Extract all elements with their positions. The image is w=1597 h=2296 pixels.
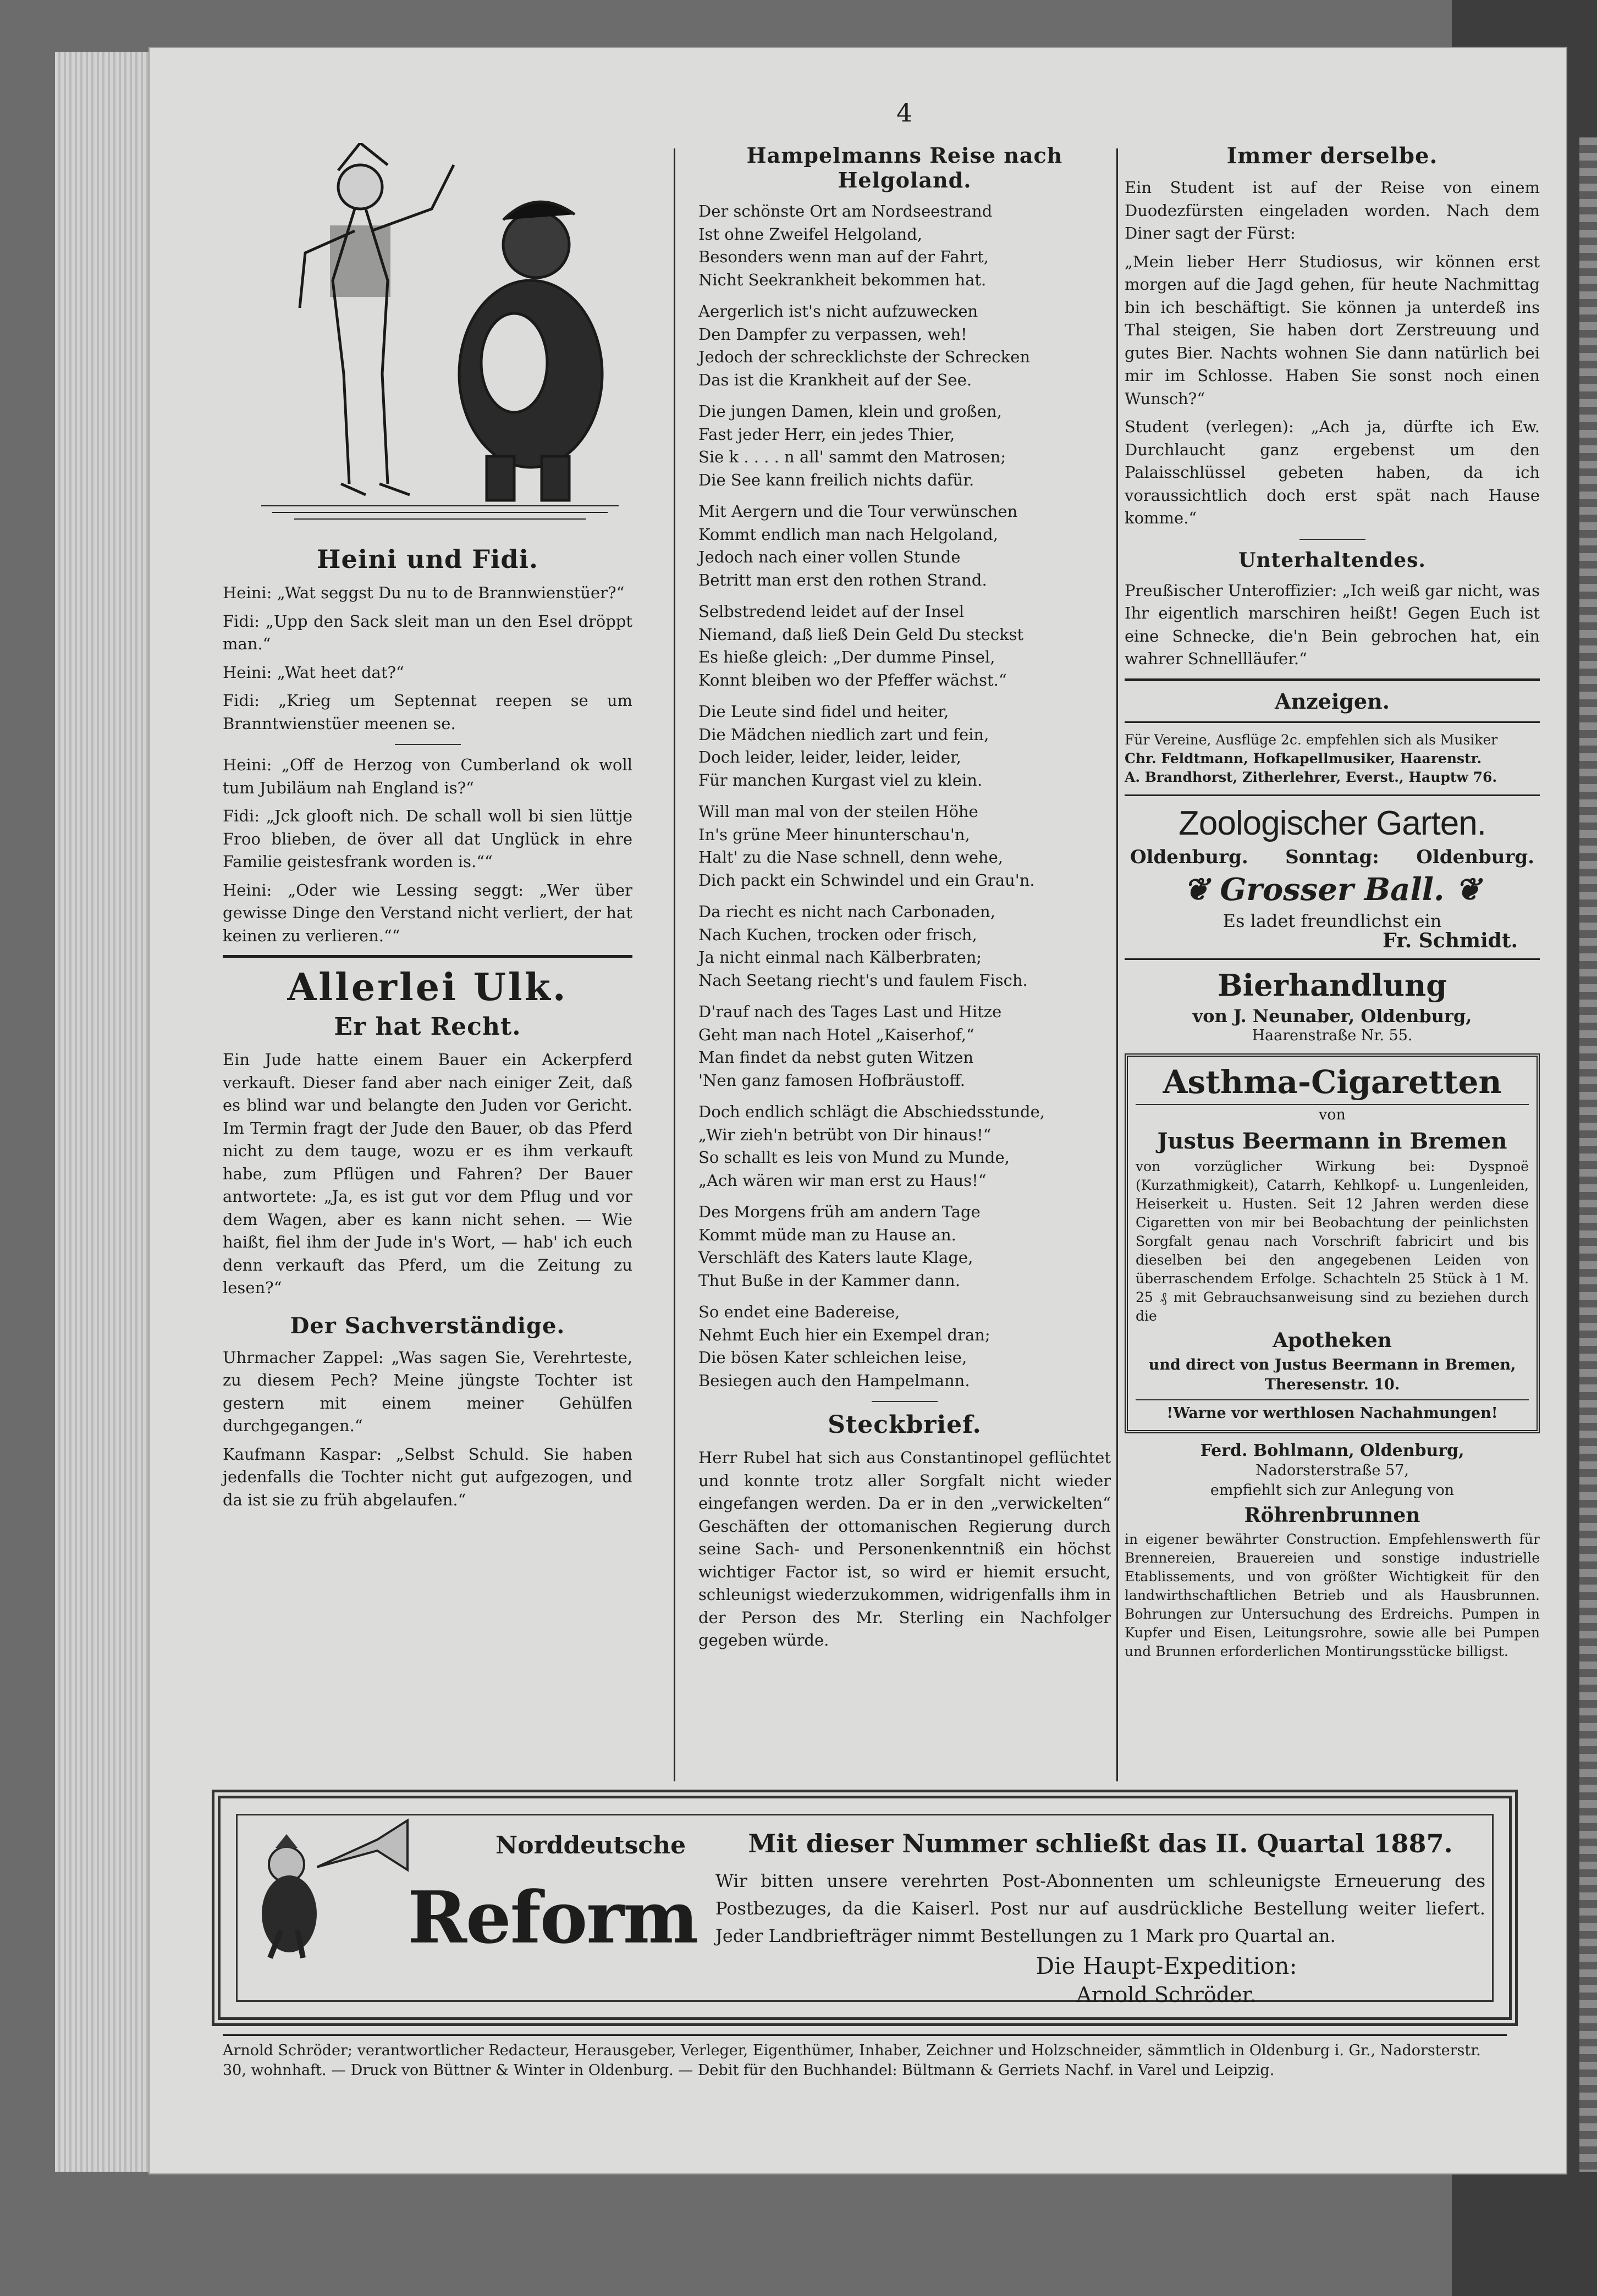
logo-main: Reform [407, 1875, 698, 1960]
banner-sign-1: Die Haupt-Expedition: [1036, 1952, 1297, 1979]
dialogue-line: Fidi: „Krieg um Septennat reepen se um Branntwienstüer meenen se. [223, 691, 632, 733]
poem-line: Die jungen Damen, klein und großen, [698, 402, 1002, 421]
poem-line: Der schönste Ort am Nordseestrand [698, 202, 993, 220]
ad-line: Für Vereine, Ausflüge 2c. empfehlen sich als Musiker [1125, 731, 1498, 748]
poem-line: Ja nicht einmal nach Kälberbraten; [698, 948, 982, 967]
section-divider [1299, 539, 1365, 540]
vereine-ad [1125, 731, 1540, 787]
anzeigen-title: Anzeigen. [1275, 688, 1390, 714]
column-rule-2 [1116, 148, 1118, 1781]
poem-line: D'rauf nach des Tages Last und Hitze [698, 1002, 1002, 1021]
dialogue-line: Heini: „Wat seggst Du nu to de Brannwienstüer?“ [223, 583, 625, 602]
immer-derselbe-title: Immer derselbe. [1226, 143, 1438, 169]
poem-stanza [698, 400, 1111, 492]
bohlmann-title: Ferd. Bohlmann, Oldenburg, [1200, 1440, 1464, 1460]
section-divider [872, 1401, 938, 1402]
poem-line: Die bösen Kater schleichen leise, [698, 1348, 967, 1367]
asthma-apotheken: Apotheken [1273, 1328, 1392, 1352]
poem-line: Doch leider, leider, leider, leider, [698, 748, 961, 766]
zoo-day: Sonntag: [1285, 846, 1379, 868]
immer-derselbe-text [1125, 176, 1540, 530]
poem-stanza [698, 200, 1111, 291]
hampelmann-title: Hampelmanns Reise nach Helgoland. [746, 143, 1063, 192]
er-hat-recht-title: Er hat Recht. [334, 1013, 521, 1041]
zoo-title: Zoologischer Garten. [1179, 804, 1486, 842]
asthma-direct: und direct von Justus Beermann in Bremen, Theresenstr. 10. [1148, 1356, 1516, 1393]
asthma-warning: !Warne vor werthlosen Nachahmungen! [1136, 1399, 1529, 1423]
dialogue-block-1 [223, 582, 632, 735]
column-rule-1 [674, 148, 675, 1781]
dialogue-line: Heini: „Off de Herzog von Cumberland ok woll tum Jubiläum nah England is?“ [223, 755, 632, 797]
poem-stanza [698, 1201, 1111, 1292]
poem-line: Das ist die Krankheit auf der See. [698, 370, 972, 389]
dialogue-line: Fidi: „Jck glooft nich. De schall woll bi sien lüttje Froo blieben, de över all dat Unglück in ehre Familie geistesfrank worden is.““ [223, 807, 632, 871]
poem-line: Man findet da nebst guten Witzen [698, 1048, 974, 1067]
banner-headline: Mit dieser Nummer schließt das II. Quartal 1887. [748, 1829, 1453, 1858]
paragraph: Ein Student ist auf der Reise von einem Duodezfürsten eingeladen worden. Nach dem Diner sagt der Fürst: [1125, 178, 1540, 242]
trumpet-icon [317, 1818, 410, 1878]
poem-stanza [698, 1301, 1111, 1392]
poem-line: Halt' zu die Nase schnell, denn wehe, [698, 848, 1003, 866]
bohlmann-text: in eigener bewährter Construction. Empfehlenswerth für Brennereien, Brauereien und sonstige industrielle Etablissements, und von größter Wichtigkeit für den landwirthschaftlichen Betrieb und als Hausbrunnen. Bohrungen zur Untersuchung des Erdreichs. Pumpen in Kupfer und Eisen, Leitungsrohre, sowie alle bei Pumpen und Brunnen erforderlichen Montirungsstücke billigst. [1125, 1531, 1540, 1659]
divider [1125, 958, 1540, 960]
bier-title: Bierhandlung [1217, 967, 1447, 1003]
poem [698, 200, 1111, 1392]
poem-line: „Wir zieh'n betrübt von Dir hinaus!“ [698, 1125, 992, 1144]
reform-banner [212, 1790, 1518, 2026]
poem-line: Sie k . . . . n all' sammt den Matrosen; [698, 448, 1006, 466]
paragraph: Herr Rubel hat sich aus Constantinopel geflüchtet und konnte trotz aller Sorgfalt nicht wieder eingefangen werden. Da er in den „verwickelten“ Geschäften der ottomanischen Regierung durch seine Sach- und Personenkenntniß ein höchst wichtiger Factor ist, so wird er hiemit ersucht, schleunigst wiederzukommen, widrigenfalls ihm in der Person des Mr. Sterling ein Nachfolger gegeben würde. [698, 1448, 1111, 1649]
thick-divider [1125, 678, 1540, 681]
section-divider [395, 744, 461, 745]
poem-line: Die Leute sind fidel und heiter, [698, 702, 949, 721]
steckbrief-title: Steckbrief. [828, 1411, 982, 1439]
poem-line: Aergerlich ist's nicht aufzuwecken [698, 302, 978, 321]
poem-line: Kommt müde man zu Hause an. [698, 1225, 956, 1244]
paragraph: Ein Jude hatte einem Bauer ein Ackerpferd verkauft. Dieser fand aber nach einiger Zeit, daß es blind war und belangte den Juden vor Gericht. Im Termin fragt der Jude den Bauer, ob das Pferd nicht zu dem tauge, wozu er es ihm verkauft habe, zum Pflügen und Fahren? Der Bauer antwortete: „Ja, es ist gut vor dem Pflug und vor dem Wagen, aber es kann nicht sehen. — Wie haißt, fiel ihm der Jude in's Wort, — hab' ich euch denn verkauft das Pferd, um die Zeitung zu lesen?“ [223, 1050, 632, 1297]
asthma-ad [1125, 1053, 1540, 1433]
poem-line: Jedoch nach einer vollen Stunde [698, 548, 961, 566]
poem-line: Thut Buße in der Kammer dann. [698, 1271, 960, 1290]
poem-stanza [698, 1001, 1111, 1092]
poem-stanza [698, 700, 1111, 792]
column-3 [1125, 143, 1540, 1661]
poem-line: Will man mal von der steilen Höhe [698, 802, 978, 821]
imprint: Arnold Schröder; verantwortlicher Redacteur, Herausgeber, Verleger, Eigenthümer, Inhaber, Zeichner und Holzschneider, sämmtlich in Oldenburg i. Gr., Nadorsterstr. 30, wohnhaft. — Druck von Büttner & Winter in Oldenburg. — Debit für den Buchhandel: Bültmann & Gerriets Nachf. in Varel und Leipzig. [223, 2042, 1481, 2079]
paragraph: Student (verlegen): „Ach ja, dürfte ich Ew. Durchlaucht ganz ergebenst um den Palaisschlüssel gebeten haben, da ich voraussichtlich doch erst spät nach Hause komme.“ [1125, 417, 1540, 527]
asthma-von: von [1319, 1106, 1346, 1123]
zoo-place: Oldenburg. [1130, 846, 1248, 868]
poem-line: Doch endlich schlägt die Abschiedsstunde, [698, 1102, 1045, 1121]
dialogue-line: Heini: „Wat heet dat?“ [223, 663, 404, 682]
ad-line: A. Brandhorst, Zitherlehrer, Everst., Hauptw 76. [1125, 769, 1497, 785]
sachverstaendige-text [223, 1346, 632, 1512]
bohlmann-product: Röhrenbrunnen [1244, 1503, 1420, 1527]
divider [1125, 721, 1540, 723]
ornament-icon: ❦ [1444, 871, 1481, 908]
poem-line: In's grüne Meer hinunterschau'n, [698, 825, 970, 844]
paragraph: Uhrmacher Zappel: „Was sagen Sie, Verehrteste, zu diesem Pech? Meine jüngste Tochter ist gestern mit einem meiner Gehülfen durchgegangen.“ [223, 1348, 632, 1435]
poem-line: Die Mädchen niedlich zart und fein, [698, 725, 989, 744]
poem-line: Den Dampfer zu verpassen, weh! [698, 324, 967, 344]
page-number: 4 [896, 98, 913, 128]
poem-line: Es hieße gleich: „Der dumme Pinsel, [698, 648, 995, 666]
asthma-maker: Justus Beermann in Bremen [1157, 1128, 1507, 1154]
ball-title [1125, 871, 1540, 908]
bierhandlung-ad [1125, 968, 1540, 1046]
poem-line: Mit Aergern und die Tour verwünschen [698, 502, 1018, 521]
bohlmann-line: empfiehlt sich zur Anlegung von [1210, 1481, 1455, 1499]
bier-line: von J. Neunaber, Oldenburg, [1192, 1005, 1472, 1026]
paragraph: Preußischer Unteroffizier: „Ich weiß gar nicht, was Ihr eigentlich marschiren heißt! Gegen Euch ist eine Schnecke, die'n Bein gebrochen hat, ein wahrer Schnellläufer.“ [1125, 581, 1540, 668]
poem-line: Fast jeder Herr, ein jedes Thier, [698, 424, 955, 444]
heini-fidi-title: Heini und Fidi. [317, 544, 538, 574]
poem-line: Nach Kuchen, trocken oder frisch, [698, 925, 977, 944]
column-2 [698, 143, 1111, 1658]
poem-stanza [698, 1101, 1111, 1192]
ornament-icon: ❦ [1183, 871, 1220, 908]
paragraph: Kaufmann Kaspar: „Selbst Schuld. Sie haben jedenfalls die Tochter nicht gut aufgezogen, und da ist sie zu früh abgelaufen.“ [223, 1444, 632, 1509]
sachverstaendige-title: Der Sachverständige. [290, 1312, 565, 1339]
page-stack-left [55, 52, 154, 2172]
thick-divider [223, 955, 632, 958]
poem-line: 'Nen ganz famosen Hofbräustoff. [698, 1070, 966, 1090]
unterhaltendes-title: Unterhaltendes. [1238, 548, 1426, 572]
poem-line: Besonders wenn man auf der Fahrt, [698, 247, 989, 266]
poem-line: Nach Seetang riecht's und faulem Fisch. [698, 970, 1028, 990]
poem-line: Jedoch der schrecklichste der Schrecken [698, 347, 1031, 366]
dialogue-line: Fidi: „Upp den Sack sleit man un den Esel dröppt man.“ [223, 611, 632, 653]
zoo-invite: Es ladet freundlichst ein [1222, 910, 1442, 931]
poem-line: Ist ohne Zweifel Helgoland, [698, 224, 922, 244]
column-1 [223, 143, 632, 1517]
bier-address: Haarenstraße Nr. 55. [1252, 1026, 1413, 1044]
poem-line: Da riecht es nicht nach Carbonaden, [698, 902, 995, 921]
steckbrief-text [698, 1447, 1111, 1652]
poem-line: Besiegen auch den Hampelmann. [698, 1371, 970, 1390]
dialogue-block-2 [223, 754, 632, 947]
asthma-text: von vorzüglicher Wirkung bei: Dyspnoë (Kurzathmigkeit), Catarrh, Kehlkopf- u. Lungenleiden, Heiserkeit u. Husten. Seit 12 Jahren werden diese Cigaretten von mir bei Beobachtung der peinlichsten Sorgfalt genau nach Vorschrift fabricirt und bis dieselben bei den angegebenen Leiden von überraschendem Erfolge. Schachteln 25 Stück à 1 M. 25 ₰ mit Gebrauchsanweisung sind zu beziehen durch die [1136, 1158, 1529, 1324]
zoo-ad [1125, 804, 1540, 951]
poem-stanza [698, 500, 1111, 592]
zoo-host: Fr. Schmidt. [1383, 929, 1518, 952]
poem-line: Betritt man erst den rothen Strand. [698, 570, 987, 589]
imprint-rule [223, 2034, 1507, 2036]
poem-stanza [698, 600, 1111, 692]
paragraph: „Mein lieber Herr Studiosus, wir können erst morgen auf die Jagd gehen, für heute Nachmittag bin ich beschäftigt. Sie können ja unterdeß ins Thal steigen, Sie haben dort Zerstreuung und gutes Bier. Nachts wohnen Sie dann natürlich bei mir im Schlosse. Haben Sie sonst noch einen Wunsch?“ [1125, 252, 1540, 408]
zoo-subline [1130, 846, 1534, 868]
poem-line: Nicht Seekrankheit bekommen hat. [698, 270, 987, 289]
poem-line: Verschläft des Katers laute Klage, [698, 1248, 973, 1267]
book-edge-right [1579, 137, 1597, 2172]
asthma-title: Asthma-Cigaretten [1136, 1063, 1529, 1105]
poem-line: Des Morgens früh am andern Tage [698, 1202, 981, 1221]
poem-line: Geht man nach Hotel „Kaiserhof,“ [698, 1025, 974, 1044]
heini-fidi-illustration [223, 143, 632, 539]
zoo-place: Oldenburg. [1416, 846, 1534, 868]
banner-text: Wir bitten unsere verehrten Post-Abonnenten um schleunigste Erneuerung des Postbezuges, da die Kaiserl. Post nur auf ausdrückliche Bestellung weiter liefert. Jeder Landbriefträger nimmt Bestellungen zu 1 Mark pro Quartal an. [715, 1870, 1485, 1946]
poem-line: Nehmt Euch hier ein Exempel dran; [698, 1325, 990, 1344]
poem-line: Selbstredend leidet auf der Insel [698, 602, 965, 621]
banner-sign-2: Arnold Schröder. [1076, 1983, 1257, 2007]
poem-line: Kommt endlich man nach Helgoland, [698, 525, 998, 544]
dialogue-line: Heini: „Oder wie Lessing seggt: „Wer über gewisse Dinge den Verstand nicht verliert, der hat keinen zu verlieren.““ [223, 880, 632, 945]
poem-stanza [698, 300, 1111, 391]
poem-line: So endet eine Badereise, [698, 1302, 900, 1321]
unterhaltendes-text [1125, 579, 1540, 671]
allerlei-ulk-title: Allerlei Ulk. [287, 965, 568, 1009]
bohlmann-address: Nadorsterstraße 57, [1255, 1461, 1409, 1479]
divider [1125, 794, 1540, 796]
poem-line: Dich packt ein Schwindel und ein Grau'n. [698, 870, 1035, 890]
er-hat-recht-text [223, 1048, 632, 1300]
ad-line: Chr. Feldtmann, Hofkapellmusiker, Haarenstr. [1125, 750, 1482, 766]
poem-line: Die See kann freilich nichts dafür. [698, 470, 974, 489]
poem-stanza [698, 801, 1111, 892]
poem-line: Für manchen Kurgast viel zu klein. [698, 770, 983, 790]
bohlmann-ad [1125, 1441, 1540, 1661]
poem-stanza [698, 901, 1111, 992]
ball-text: Grosser Ball. [1220, 871, 1445, 908]
poem-line: So schallt es leis von Mund zu Munde, [698, 1148, 1010, 1167]
logo-top: Norddeutsche [495, 1831, 686, 1859]
poem-line: Konnt bleiben wo der Pfeffer wächst.“ [698, 670, 1007, 689]
poem-line: „Ach wären wir man erst zu Haus!“ [698, 1171, 987, 1190]
poem-line: Niemand, daß ließ Dein Geld Du steckst [698, 625, 1024, 644]
